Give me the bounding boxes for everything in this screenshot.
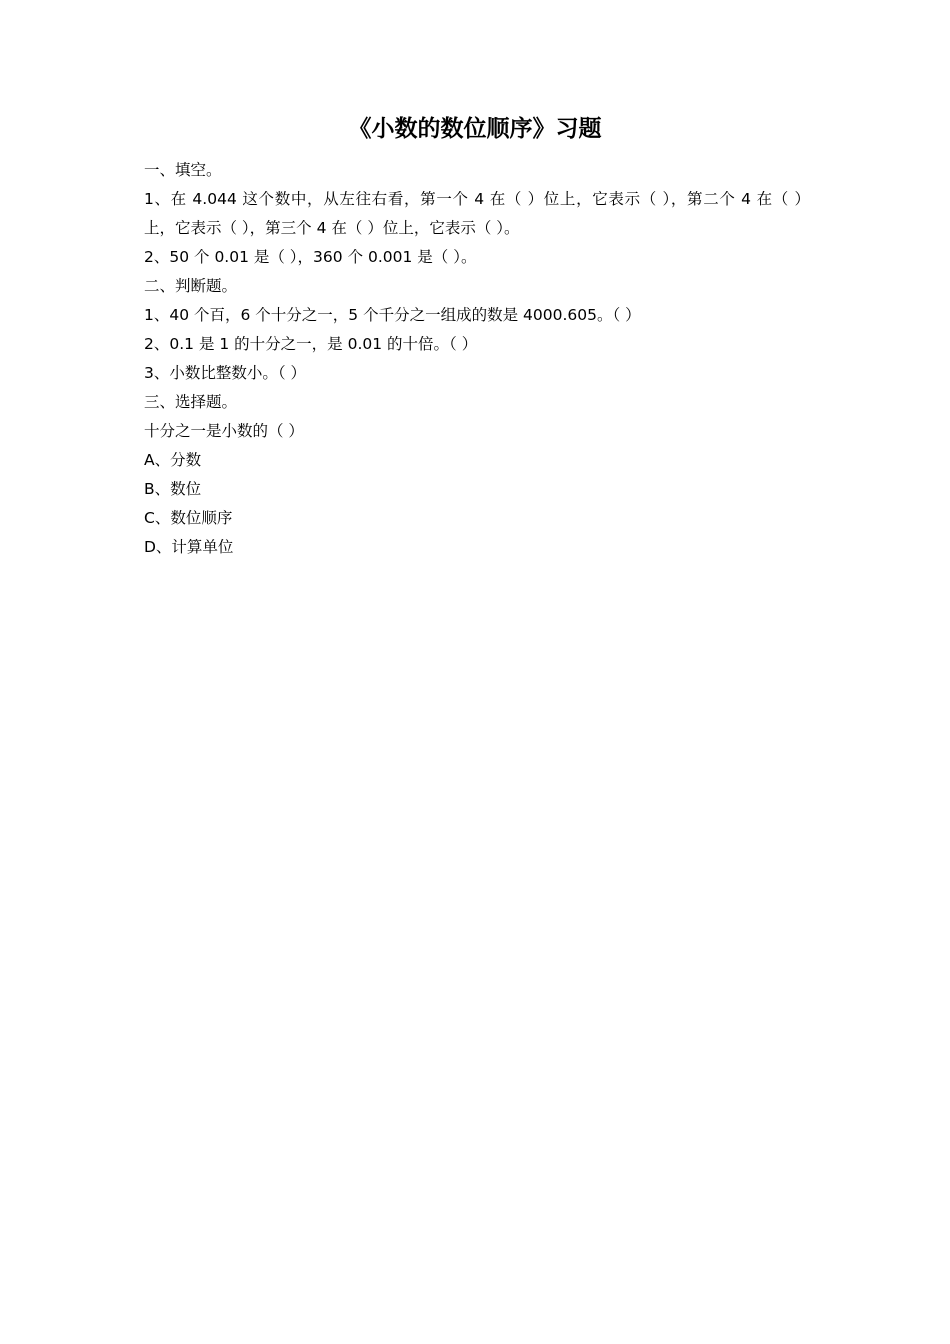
section-heading-fill-blank: 一、填空。 <box>144 161 222 179</box>
document-body <box>144 156 810 562</box>
section-heading-choice: 三、选择题。 <box>144 393 238 411</box>
choice-option-a: A、分数 <box>144 451 202 469</box>
question-tf-1: 1、40 个百，6 个十分之一，5 个千分之一组成的数是 4000.605。（ ） <box>144 306 641 324</box>
choice-option-d: D、计算单位 <box>144 538 234 556</box>
section-heading-true-false: 二、判断题。 <box>144 277 238 295</box>
question-tf-2: 2、0.1 是 1 的十分之一，是 0.01 的十倍。（ ） <box>144 335 478 353</box>
question-fill-1: 1、在 4.044 这个数中，从左往右看，第一个 4 在（ ）位上，它表示（ ），第二个 4 在（ ）上，它表示（ ），第三个 4 在（ ）位上，它表示（ ）。 <box>144 190 810 237</box>
document-title: 《小数的数位顺序》习题 <box>348 116 602 142</box>
question-fill-2: 2、50 个 0.01 是（ ），360 个 0.001 是（ ）。 <box>144 248 477 266</box>
question-choice-stem: 十分之一是小数的（ ） <box>144 422 304 440</box>
question-tf-3: 3、小数比整数小。（ ） <box>144 364 307 382</box>
choice-option-b: B、数位 <box>144 480 202 498</box>
choice-option-c: C、数位顺序 <box>144 509 233 527</box>
